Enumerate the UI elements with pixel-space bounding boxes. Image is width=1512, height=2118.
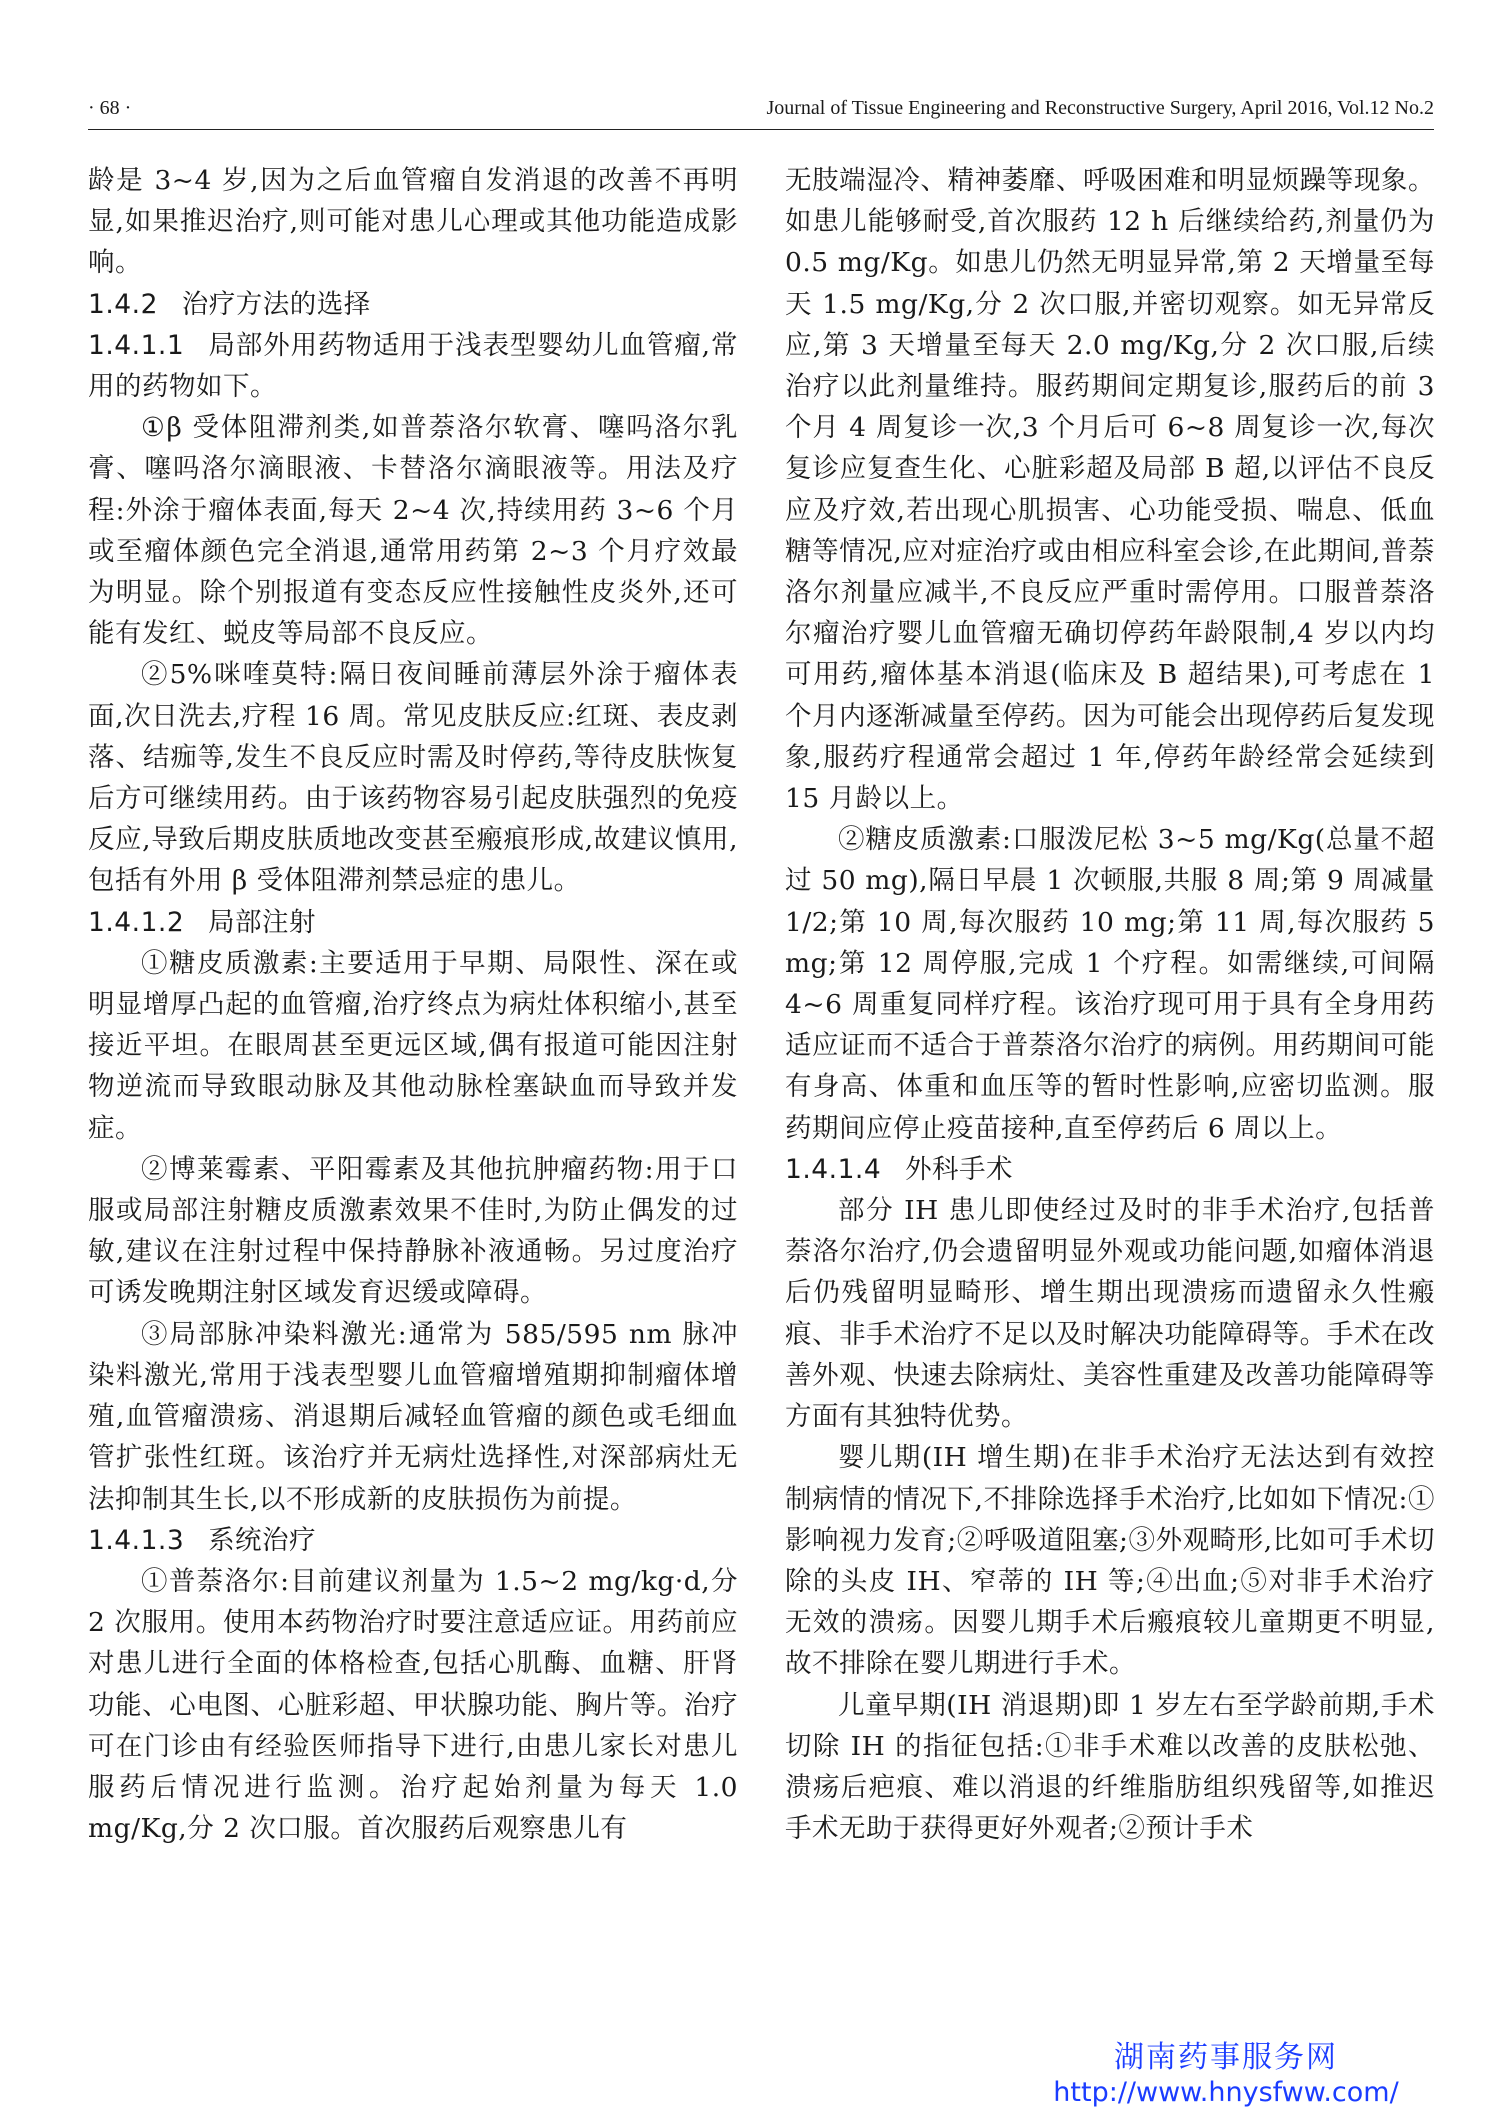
section-heading [88, 902, 738, 943]
watermark-site-name: 湖南药事服务网 [1114, 2040, 1338, 2075]
section-heading [785, 1149, 1435, 1190]
section-title: 系统治疗 [208, 1524, 317, 1556]
section-number: 1.4.1.3 [88, 1524, 185, 1556]
section-number: 1.4.1.1 [88, 329, 185, 361]
paragraph: ③局部脉冲染料激光:通常为 585/595 nm 脉冲染料激光,常用于浅表型婴儿血管瘤增殖期抑制瘤体增殖,血管瘤溃疡、消退期后减轻血管瘤的颜色或毛细血管扩张性红斑。该治疗并无病灶选择性,对深部病灶无法抑制其生长,以不形成新的皮肤损伤为前提。 [88, 1318, 738, 1515]
section-title: 局部注射 [208, 906, 317, 938]
journal-citation: Journal of Tissue Engineering and Reconstructive Surgery, April 2016, Vol.12 No.2 [766, 97, 1434, 119]
section-heading [88, 1520, 738, 1561]
section-number: 1.4.2 [88, 288, 158, 320]
page-number: · 68 · [88, 97, 132, 119]
section-title: 外科手术 [905, 1153, 1014, 1185]
paragraph: ②糖皮质激素:口服泼尼松 3~5 mg/Kg(总量不超过 50 mg),隔日早晨 1 次顿服,共服 8 周;第 9 周减量 1/2;第 10 周,每次服药 10 mg;第 11 周,每次服药 5 mg;第 12 周停服,完成 1 个疗程。如需继续,可间隔 4~6 周重复同样疗程。该治疗现可用于具有全身用药适应证而不适合于普萘洛尔治疗的病例。用药期间可能有身高、体重和血压等的暂时性影响,应密切监测。服药期间应停止疫苗接种,直至停药后 6 周以上。 [785, 824, 1435, 1144]
paragraph: ①糖皮质激素:主要适用于早期、局限性、深在或明显增厚凸起的血管瘤,治疗终点为病灶体积缩小,甚至接近平坦。在眼周甚至更远区域,偶有报道可能因注射物逆流而导致眼动脉及其他动脉栓塞缺血而导致并发症。 [88, 947, 738, 1144]
paragraph: 儿童早期(IH 消退期)即 1 岁左右至学龄前期,手术切除 IH 的指征包括:①非手术难以改善的皮肤松弛、溃疡后疤痕、难以消退的纤维脂肪组织残留等,如推迟手术无助于获得更好外观者;②预计手术 [785, 1689, 1435, 1845]
section-number: 1.4.1.2 [88, 906, 185, 938]
section-number: 1.4.1.4 [785, 1153, 882, 1185]
paragraph: 部分 IH 患儿即使经过及时的非手术治疗,包括普萘洛尔治疗,仍会遗留明显外观或功能问题,如瘤体消退后仍残留明显畸形、增生期出现溃疡而遗留永久性瘢痕、非手术治疗不足以及时解决功能障碍等。手术在改善外观、快速去除病灶、美容性重建及改善功能障碍等方面有其独特优势。 [785, 1195, 1435, 1433]
section-heading [88, 284, 738, 325]
running-header [88, 95, 1434, 130]
section-title: 局部外用药物适用于浅表型婴幼儿血管瘤,常用的药物如下。 [88, 329, 738, 403]
left-column [88, 160, 738, 1849]
watermark-url: http://www.hnysfww.com/ [1053, 2077, 1399, 2108]
paragraph: ②博莱霉素、平阳霉素及其他抗肿瘤药物:用于口服或局部注射糖皮质激素效果不佳时,为防止偶发的过敏,建议在注射过程中保持静脉补液通畅。另过度治疗可诱发晚期注射区域发育迟缓或障碍。 [88, 1153, 738, 1309]
section-title: 治疗方法的选择 [181, 288, 371, 320]
paragraph: ①β 受体阻滞剂类,如普萘洛尔软膏、噻吗洛尔乳膏、噻吗洛尔滴眼液、卡替洛尔滴眼液等。用法及疗程:外涂于瘤体表面,每天 2~4 次,持续用药 3~6 个月或至瘤体颜色完全消退,通常用药第 2~3 个月疗效最为明显。除个别报道有变态反应性接触性皮炎外,还可能有发红、蜕皮等局部不良反应。 [88, 412, 738, 650]
watermark [1016, 2040, 1436, 2110]
section-heading [88, 325, 738, 407]
paragraph: ②5%咪喹莫特:隔日夜间睡前薄层外涂于瘤体表面,次日洗去,疗程 16 周。常见皮肤反应:红斑、表皮剥落、结痂等,发生不良反应时需及时停药,等待皮肤恢复后方可继续用药。由于该药物容易引起皮肤强烈的免疫反应,导致后期皮肤质地改变甚至瘢痕形成,故建议慎用,包括有外用 β 受体阻滞剂禁忌症的患儿。 [88, 659, 738, 897]
paragraph: 龄是 3~4 岁,因为之后血管瘤自发消退的改善不再明显,如果推迟治疗,则可能对患儿心理或其他功能造成影响。 [88, 165, 738, 279]
paragraph: 婴儿期(IH 增生期)在非手术治疗无法达到有效控制病情的情况下,不排除选择手术治疗,比如如下情况:①影响视力发育;②呼吸道阻塞;③外观畸形,比如可手术切除的头皮 IH、窄蒂的 IH 等;④出血;⑤对非手术治疗无效的溃疡。因婴儿期手术后瘢痕较儿童期更不明显,故不排除在婴儿期进行手术。 [785, 1442, 1435, 1680]
paragraph: ①普萘洛尔:目前建议剂量为 1.5~2 mg/kg·d,分 2 次服用。使用本药物治疗时要注意适应证。用药前应对患儿进行全面的体格检查,包括心肌酶、血糖、肝肾功能、心电图、心脏彩超、甲状腺功能、胸片等。治疗可在门诊由有经验医师指导下进行,由患儿家长对患儿服药后情况进行监测。治疗起始剂量为每天 1.0 mg/Kg,分 2 次口服。首次服药后观察患儿有 [88, 1565, 738, 1845]
right-column [785, 160, 1435, 1849]
paragraph: 无肢端湿冷、精神萎靡、呼吸困难和明显烦躁等现象。如患儿能够耐受,首次服药 12 h 后继续给药,剂量仍为 0.5 mg/Kg。如患儿仍然无明显异常,第 2 天增量至每天 1.5 mg/Kg,分 2 次口服,并密切观察。如无异常反应,第 3 天增量至每天 2.0 mg/Kg,分 2 次口服,后续治疗以此剂量维持。服药期间定期复诊,服药后的前 3 个月 4 周复诊一次,3 个月后可 6~8 周复诊一次,每次复诊应复查生化、心脏彩超及局部 B 超,以评估不良反应及疗效,若出现心肌损害、心功能受损、喘息、低血糖等情况,应对症治疗或由相应科室会诊,在此期间,普萘洛尔剂量应减半,不良反应严重时需停用。口服普萘洛尔瘤治疗婴儿血管瘤无确切停药年龄限制,4 岁以内均可用药,瘤体基本消退(临床及 B 超结果),可考虑在 1 个月内逐渐减量至停药。因为可能会出现停药后复发现象,服药疗程通常会超过 1 年,停药年龄经常会延续到 15 月龄以上。 [785, 165, 1435, 815]
